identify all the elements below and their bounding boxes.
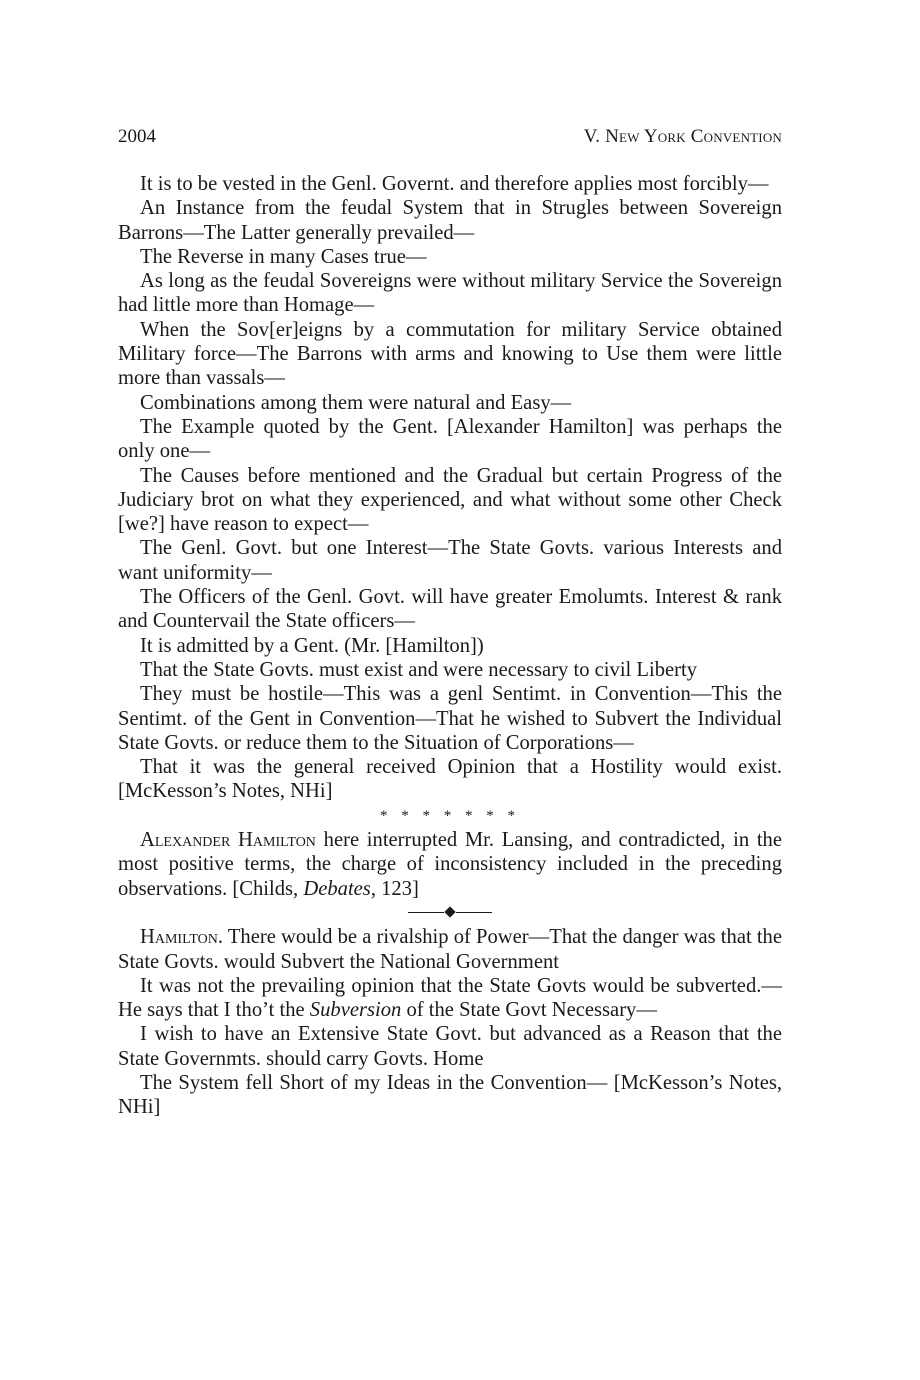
paragraph-text: It was not the prevailing opinion that the State Govts would be subverted.—He says that I tho’t the — [118, 974, 782, 1022]
italic-word: Subversion — [309, 999, 402, 1022]
paragraph: It is admitted by a Gent. (Mr. [Hamilton]) — [140, 634, 484, 657]
paragraph: An Instance from the feudal System that in Strugles between Sovereign Barrons—The Latter generally prevailed— — [118, 197, 782, 244]
speaker-name: Hamilton — [140, 926, 218, 949]
paragraph-text: of the State Govt Necessary— — [401, 999, 657, 1022]
paragraph-text: . There would be a rivalship of Power—That the danger was that the State Govts. would Subvert the National Government — [118, 926, 782, 973]
speaker-name: Alexander Hamilton — [140, 829, 316, 852]
paragraph: The Genl. Govt. but one Interest—The State Govts. various Interests and want uniformity— — [118, 537, 782, 584]
italic-title: Debates — [303, 877, 371, 900]
paragraph: The Example quoted by the Gent. [Alexander Hamilton] was perhaps the only one— — [118, 415, 782, 463]
mckesson-paragraph — [118, 925, 782, 974]
ornament-rule-left — [408, 912, 444, 913]
paragraph: The System fell Short of my Ideas in the Convention— [McKesson’s Notes, NHi] — [118, 1071, 782, 1119]
paragraph: It is to be vested in the Genl. Governt. and therefore applies most forcibly— — [140, 173, 769, 195]
childs-debates-paragraph — [118, 828, 782, 901]
paragraph: That it was the general received Opinion that a Hostility would exist. [McKesson’s Notes, NHi] — [118, 756, 782, 803]
diamond-icon — [444, 907, 455, 918]
paragraph-text: , 123] — [370, 877, 419, 900]
paragraph: Combinations among them were natural and Easy— — [140, 391, 572, 414]
paragraph: I wish to have an Extensive State Govt. but advanced as a Reason that the State Governmts. should carry Govts. Home — [118, 1023, 782, 1070]
paragraph: When the Sov[er]eigns by a commutation for military Service obtained Military force—The Barrons with arms and knowing to Use them were little more than vassals— — [118, 318, 782, 390]
paragraph: That the State Govts. must exist and were necessary to civil Liberty — [140, 658, 698, 681]
ornament-divider — [118, 901, 782, 925]
section-separator-stars: * * * * * * * — [380, 807, 520, 824]
running-head — [118, 123, 782, 151]
paragraph: They must be hostile—This was a genl Sentimt. in Convention—This the Sentimt. of the Gent in Convention—That he wished to Subvert the Individual State Govts. or reduce them to the Situation of Corporations— — [118, 683, 782, 754]
paragraph — [118, 974, 782, 1023]
paragraph: As long as the feudal Sovereigns were without military Service the Sovereign had little more than Homage— — [118, 270, 782, 317]
page-number: 2004 — [118, 126, 156, 147]
paragraph: The Officers of the Genl. Govt. will have greater Emolumts. Interest & rank and Countervail the State officers— — [118, 586, 782, 633]
paragraph-text: here interrupted Mr. Lansing, and contradicted, in the most positive terms, the charge of inconsistency included in the preceding observations. [Childs, — [118, 829, 782, 900]
paragraph: The Reverse in many Cases true— — [140, 245, 427, 268]
ornament-rule-right — [456, 912, 492, 913]
section-title: V. New York Convention — [583, 126, 782, 147]
paragraph: The Causes before mentioned and the Gradual but certain Progress of the Judiciary brot on what they experienced, and what without some other Check [we?] have reason to expect— — [118, 464, 782, 536]
body-text — [118, 172, 782, 1120]
